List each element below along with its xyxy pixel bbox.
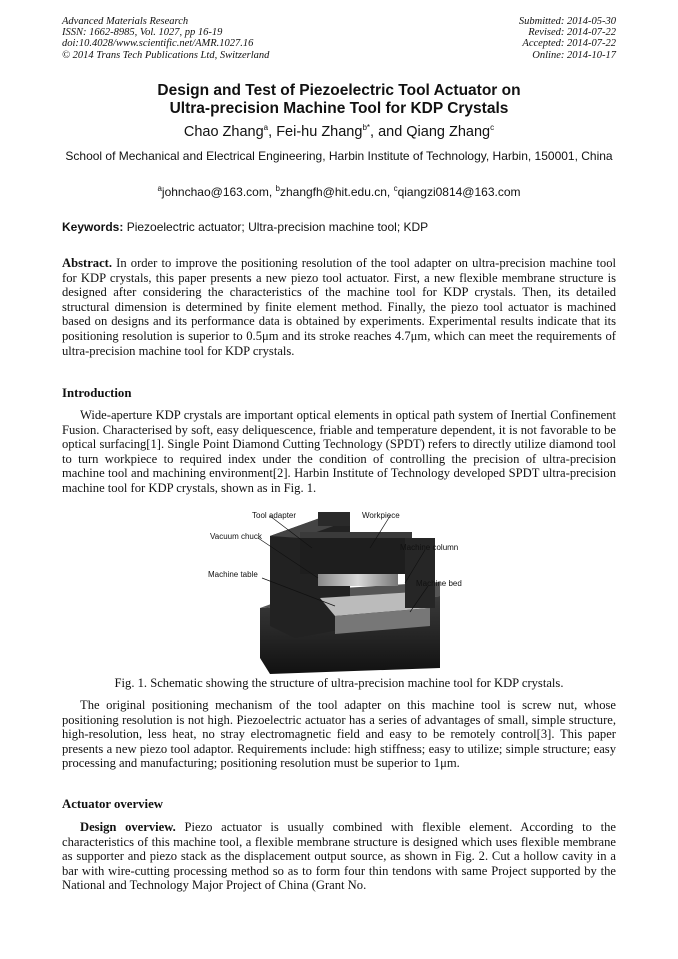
revised-date: Revised: 2014-07-22 xyxy=(528,27,616,39)
page-header xyxy=(62,16,616,61)
actuator-overview-heading: Actuator overview xyxy=(62,797,164,811)
email-2-sup: b xyxy=(275,184,280,193)
design-overview-paragraph xyxy=(62,820,616,893)
intro-paragraph-1: Wide-aperture KDP crystals are important optical elements in optical path system of Inertial Confinement Fusion. Characterised by soft, easy deliquescence, friable and temperature dependent, it is not favorable to be optical surfacing[1]. Single Point Diamond Cutting Technology (SPDT) refers to directly utilize diamond tool to turn workpiece to required index under the condition of controlling the precision of ultra-precision machine tool and machining environment[2]. Harbin Institute of Technology developed SPDT ultra-precision machine tool for KDP crystals, shown as in Fig. 1. xyxy=(62,408,616,495)
introduction-heading: Introduction xyxy=(62,386,132,400)
design-overview-label: Design overview. xyxy=(80,820,176,834)
copyright: © 2014 Trans Tech Publications Ltd, Switzerland xyxy=(62,49,270,61)
email-list xyxy=(0,184,678,199)
label-workpiece: Workpiece xyxy=(362,511,400,520)
email-3[interactable]: qiangzi0814@163.com xyxy=(397,185,521,199)
email-1[interactable]: johnchao@163.com, xyxy=(161,185,273,199)
figure-1-caption: Fig. 1. Schematic showing the structure of ultra-precision machine tool for KDP crystals. xyxy=(114,676,564,690)
author-1: Chao Zhang xyxy=(183,123,264,140)
keywords-text: Piezoelectric actuator; Ultra-precision machine tool; KDP xyxy=(126,220,429,234)
issn: ISSN: 1662-8985, Vol. 1027, pp 16-19 xyxy=(62,27,223,39)
label-machine-bed: Machine bed xyxy=(416,579,462,588)
email-1-sup: a xyxy=(157,184,162,193)
author-3: and Qiang Zhang xyxy=(378,123,491,140)
title-line-1: Design and Test of Piezoelectric Tool Actuator on xyxy=(157,82,521,99)
accepted-date: Accepted: 2014-07-22 xyxy=(522,38,616,50)
email-2[interactable]: zhangfh@hit.edu.cn, xyxy=(279,185,391,199)
keywords-label: Keywords: xyxy=(62,220,124,234)
author-2: Fei-hu Zhang xyxy=(276,123,363,140)
header-left xyxy=(62,16,269,61)
abstract-text: In order to improve the positioning resolution of the tool adapter on ultra-precision machine tool for KDP crystals, this paper presents a new piezo tool actuator. First, a new flexible membrane structure is designed after considering the characteristics of the machine tool for KDP crystals. Then, its detailed structural dimension is determined by finite element method. Finally, the piezo tool actuator is machined based on designs and its performance data is obtained by experiments. Experimental results indicate that its positioning resolution is superior to 0.5μm and its stroke reaches 4.7μm, which can meet the requirements of ultra-precision machine tool for KDP crystals. xyxy=(62,256,617,358)
abstract-label: Abstract. xyxy=(62,256,113,270)
intro-paragraph-2: The original positioning mechanism of the tool adapter on this machine tool is screw nut, whose positioning resolution is not high. Piezoelectric actuator has a series of advantages of small, simple structure, high-resolution, less heat, no stray electromagnetic field and easy to be remotely control[3]. This paper presents a new piezo tool adaptor. Requirements include: high stiffness; easy to utilize; simple structure; easy processing and manufacturing; positioning resolution must be superior to 1μm. xyxy=(62,698,616,771)
label-tool-adapter: Tool adapter xyxy=(252,511,297,520)
author-3-sup: c xyxy=(490,123,495,132)
design-overview-text: Piezo actuator is usually combined with flexible element. According to the characteristics of this machine tool, a flexible membrane structure is designed which uses flexible membrane as supporter and piezo stack as the displacement output source, as shown in Fig. 2. Cut a hollow cavity in a bar with wire-cutting processing method so as to form four thin tendons with same Project supported by the National and Technology Major Project of China (Grant No. xyxy=(62,820,616,893)
title-line-2: Ultra-precision Machine Tool for KDP Crystals xyxy=(169,100,509,117)
doi: doi:10.4028/www.scientific.net/AMR.1027.16 xyxy=(62,38,254,50)
email-3-sup: c xyxy=(393,184,398,193)
label-machine-column: Machine column xyxy=(400,543,459,552)
header-right xyxy=(519,16,616,61)
author-list: Chao Zhang$^a$, Fei-hu Zhang$^{b*}$, and Qiang Zhang$^c$ xyxy=(183,123,495,140)
affiliation: School of Mechanical and Electrical Engineering, Harbin Institute of Technology, Harbin, 150001, China xyxy=(65,149,613,163)
paper-title xyxy=(0,82,678,118)
submitted-date: Submitted: 2014-05-30 xyxy=(518,16,616,27)
author-2-sup: b* xyxy=(362,123,370,132)
author-1-sup: a xyxy=(263,123,269,132)
keywords xyxy=(62,220,616,234)
label-machine-table: Machine table xyxy=(208,570,258,579)
online-date: Online: 2014-10-17 xyxy=(532,49,616,61)
figure-1 xyxy=(200,508,485,674)
machine-tool-photo xyxy=(200,508,485,674)
journal-name: Advanced Materials Research xyxy=(62,16,189,27)
label-vacuum-chuck: Vacuum chuck xyxy=(210,532,262,541)
abstract xyxy=(62,256,616,358)
